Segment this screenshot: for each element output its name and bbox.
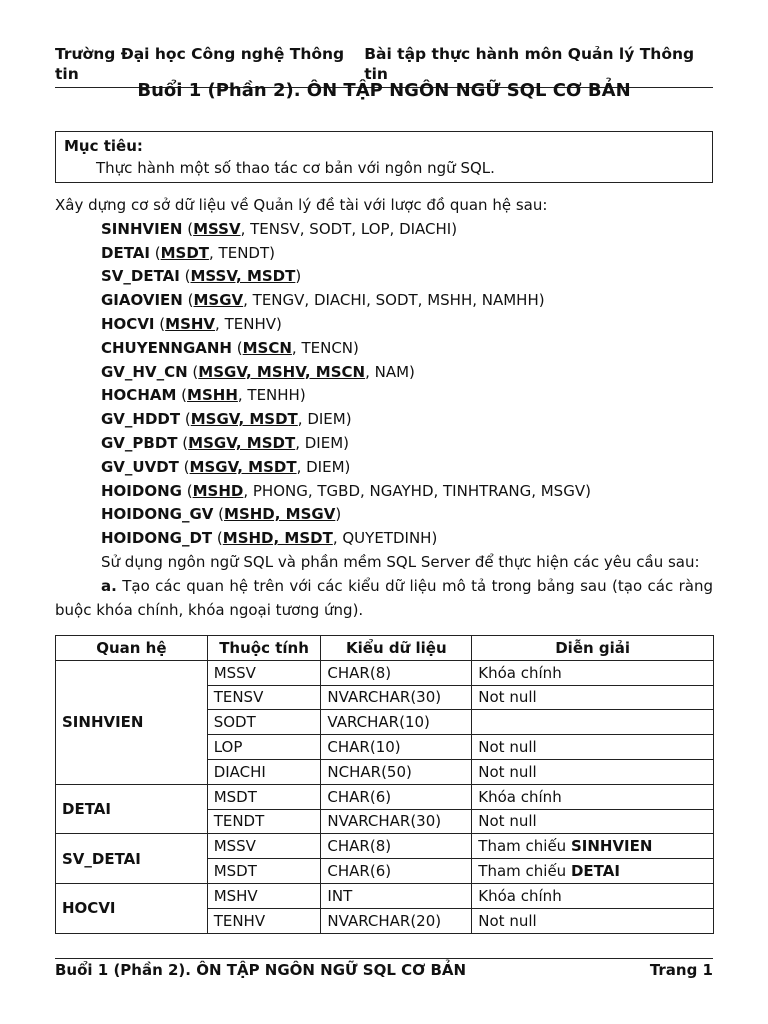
attribute-cell: MSDT [207, 784, 321, 809]
relation-key: MSCN [242, 338, 292, 357]
datatype-cell: CHAR(10) [321, 735, 472, 760]
relation-name: HOIDONG [101, 481, 182, 500]
relation-line [55, 384, 713, 408]
description-text: Tham chiếu [478, 862, 571, 881]
relation-name: SV_DETAI [101, 267, 180, 286]
relation-key: MSHH [187, 386, 238, 405]
task-a [55, 575, 713, 623]
description-text: Khóa chính [478, 886, 562, 905]
relation-cell: DETAI [56, 784, 208, 834]
relation-key: MSGV, MSHV, MSCN [198, 362, 366, 381]
reference-target: DETAI [570, 862, 620, 881]
description-text: Not null [478, 762, 537, 781]
description-text: Not null [478, 911, 537, 930]
description-text: Khóa chính [478, 787, 562, 806]
relation-cell: SINHVIEN [56, 660, 208, 784]
relation-attributes: , TENGV, DIACHI, SODT, MSHH, NAMHH) [243, 291, 545, 310]
relation-attributes: , DIEM) [296, 457, 351, 476]
relation-open: ( [182, 219, 194, 238]
page-title: Buổi 1 (Phần 2). ÔN TẬP NGÔN NGỮ SQL CƠ BẢN [137, 80, 631, 101]
relation-key: MSGV, MSDT [188, 433, 296, 452]
relation-name: GV_HDDT [101, 410, 181, 429]
relation-attributes: , PHONG, TGBD, NGAYHD, TINHTRANG, MSGV) [243, 481, 591, 500]
relation-cell: SV_DETAI [56, 834, 208, 884]
objective-label: Mục tiêu: [64, 137, 143, 155]
relation-name: GIAOVIEN [101, 291, 183, 310]
table-row [56, 834, 714, 859]
relation-attributes: , TENDT) [209, 243, 275, 262]
relation-open: ( [212, 529, 223, 548]
description-text: Not null [478, 812, 537, 831]
relation-open: ( [154, 314, 166, 333]
header-course: Bài tập thực hành môn Quản lý Thông tin [364, 45, 695, 83]
relation-line [55, 408, 713, 432]
objective-text: Thực hành một số thao tác cơ bản với ngôn ngữ SQL. [96, 159, 495, 177]
attribute-cell: TENHV [207, 908, 321, 933]
table-row [56, 883, 714, 908]
relation-line [55, 313, 713, 337]
relation-open: ( [181, 481, 193, 500]
relation-line [55, 527, 713, 551]
datatype-cell: CHAR(8) [321, 834, 472, 859]
attribute-cell: DIACHI [207, 759, 321, 784]
description-cell [472, 735, 714, 760]
description-cell [472, 685, 714, 710]
description-cell [472, 784, 714, 809]
relation-name: GV_PBDT [101, 433, 178, 452]
relation-name: DETAI [101, 243, 150, 262]
relation-open: ( [180, 410, 191, 429]
relation-name: CHUYENNGANH [101, 338, 232, 357]
description-cell [472, 710, 714, 735]
relation-line [55, 503, 713, 527]
attribute-cell: MSSV [207, 660, 321, 685]
datatype-cell: NVARCHAR(20) [321, 908, 472, 933]
relation-key: MSHV [165, 314, 216, 333]
relation-line [55, 456, 713, 480]
description-cell [472, 809, 714, 834]
intro-text: Xây dựng cơ sở dữ liệu về Quản lý đề tài với lược đồ quan hệ sau: [55, 196, 548, 214]
datatype-cell: CHAR(6) [321, 784, 472, 809]
relation-line [55, 218, 713, 242]
datatype-cell: NVARCHAR(30) [321, 685, 472, 710]
page-footer [55, 958, 713, 979]
datatype-cell: VARCHAR(10) [321, 710, 472, 735]
description-cell [472, 883, 714, 908]
header-cell: Quan hệ [56, 636, 208, 661]
datatype-cell: CHAR(8) [321, 660, 472, 685]
description-cell [472, 859, 714, 884]
usage-text: Sử dụng ngôn ngữ SQL và phần mềm SQL Server để thực hiện các yêu cầu sau: [101, 552, 700, 571]
table-row [56, 660, 714, 685]
relation-attributes: , TENCN) [291, 338, 359, 357]
relation-key: MSGV, MSDT [189, 457, 297, 476]
relation-line [55, 361, 713, 385]
header-cell: Diễn giải [472, 636, 714, 661]
relation-cell: HOCVI [56, 883, 208, 933]
relation-attributes: , QUYETDINH) [332, 529, 438, 548]
attribute-cell: SODT [207, 710, 321, 735]
relation-open: ( [179, 267, 191, 286]
relation-attributes: ) [295, 267, 302, 286]
relation-name: HOIDONG_DT [101, 529, 213, 548]
attribute-cell: MSHV [207, 883, 321, 908]
relation-open: ( [178, 457, 190, 476]
relation-attributes: ) [335, 505, 342, 524]
relations-list [55, 218, 713, 551]
relation-line [55, 337, 713, 361]
relation-name: SINHVIEN [101, 219, 183, 238]
relation-name: HOIDONG_GV [101, 505, 214, 524]
relation-name: HOCHAM [101, 386, 177, 405]
relation-name: HOCVI [101, 314, 155, 333]
relation-line [55, 265, 713, 289]
relation-line [55, 289, 713, 313]
attribute-cell: TENDT [207, 809, 321, 834]
description-cell [472, 759, 714, 784]
header-school: Trường Đại học Công nghệ Thông tin [55, 45, 345, 83]
datatype-cell: CHAR(6) [321, 859, 472, 884]
task-a-label: a. [101, 576, 117, 595]
table-body [56, 660, 714, 933]
relation-key: MSGV, MSDT [190, 410, 298, 429]
relation-key: MSHD [192, 481, 244, 500]
task-a-text: Tạo các quan hệ trên với các kiểu dữ liệu mô tả trong bảng sau (tạo các ràng buộc khóa chính, khóa ngoại tương ứng). [55, 576, 713, 619]
relation-attributes: , TENHV) [215, 314, 282, 333]
relation-attributes: , TENHH) [237, 386, 306, 405]
relation-key: MSSV [193, 219, 241, 238]
relation-open: ( [177, 433, 189, 452]
description-cell [472, 660, 714, 685]
footer-title: Buổi 1 (Phần 2). ÔN TẬP NGÔN NGỮ SQL CƠ BẢN [55, 961, 467, 979]
description-text: Khóa chính [478, 663, 562, 682]
relation-open: ( [232, 338, 243, 357]
relation-key: MSSV, MSDT [190, 267, 296, 286]
relation-key: MSHD, MSDT [222, 529, 333, 548]
attribute-cell: MSDT [207, 859, 321, 884]
table-row [56, 784, 714, 809]
relation-attributes: , DIEM) [297, 410, 352, 429]
datatype-cell: NCHAR(50) [321, 759, 472, 784]
relation-name: GV_UVDT [101, 457, 179, 476]
main-content [55, 194, 713, 622]
relation-open: ( [149, 243, 161, 262]
relation-attributes: , TENSV, SODT, LOP, DIACHI) [240, 219, 458, 238]
description-text: Not null [478, 688, 537, 707]
datatype-cell: NVARCHAR(30) [321, 809, 472, 834]
relation-attributes: , DIEM) [295, 433, 350, 452]
attribute-cell: MSSV [207, 834, 321, 859]
schema-table [55, 635, 714, 934]
relation-open: ( [176, 386, 188, 405]
relation-line [55, 480, 713, 504]
attribute-cell: TENSV [207, 685, 321, 710]
description-text: Tham chiếu [478, 837, 571, 856]
reference-target: SINHVIEN [570, 837, 653, 856]
description-cell [472, 908, 714, 933]
description-text: Not null [478, 738, 537, 757]
header-cell: Thuộc tính [207, 636, 321, 661]
relation-line [55, 242, 713, 266]
relation-open: ( [187, 362, 199, 381]
table-header-row [56, 636, 714, 661]
objective-box [55, 131, 713, 183]
attribute-cell: LOP [207, 735, 321, 760]
relation-attributes: , NAM) [365, 362, 415, 381]
header-cell: Kiểu dữ liệu [321, 636, 472, 661]
page-number: Trang 1 [649, 961, 713, 979]
description-cell [472, 834, 714, 859]
relation-key: MSHD, MSGV [224, 505, 336, 524]
relation-open: ( [213, 505, 225, 524]
datatype-cell: INT [321, 883, 472, 908]
relation-key: MSGV [193, 291, 244, 310]
relation-key: MSDT [160, 243, 210, 262]
relation-name: GV_HV_CN [101, 362, 188, 381]
relation-line [55, 432, 713, 456]
relation-open: ( [182, 291, 194, 310]
